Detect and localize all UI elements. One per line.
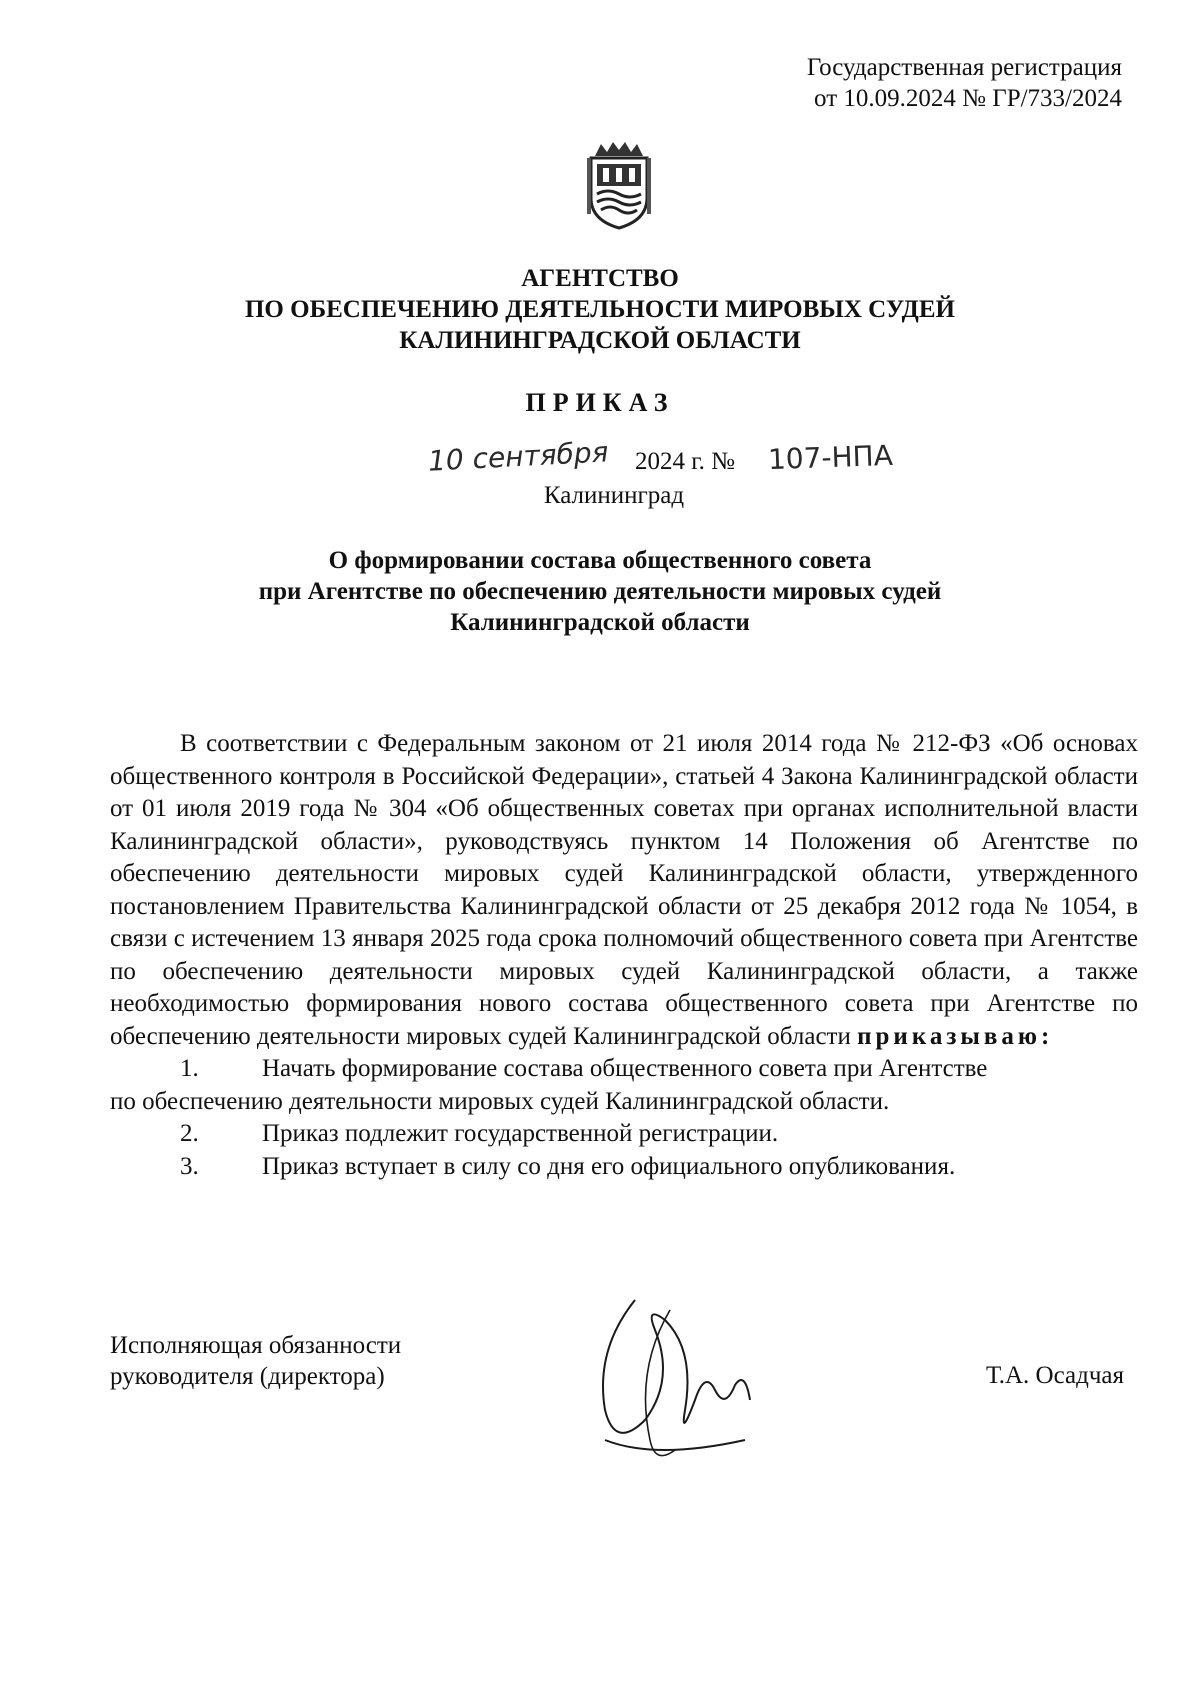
- item-text: Начать формирование состава общественного совета при Агентстве: [262, 1055, 988, 1082]
- handwritten-date: 10 сентября: [427, 435, 610, 478]
- agency-line-1: АГЕНТСТВО: [521, 265, 679, 292]
- signer-name: Т.А. Осадчая: [985, 1362, 1124, 1389]
- preamble-text: В соответствии с Федеральным законом от 21 июля 2014 года № 212-ФЗ «Об основах общественного контроля в Российской Федерации», статьей 4 Закона Калининградской области от 01 июля 2019 года № 304 «Об общественных советах при органах исполнительной власти Калининградской области», руководствуясь пунктом 14 Положения об Агентстве по обеспечению деятельности мировых судей Калининградской области, утвержденного постановлением Правительства Калининградской области от 25 декабря 2012 года № 1054, в связи с истечением 13 января 2025 года срока полномочий общественного совета при Агентстве по обеспечению деятельности мировых судей Калининградской области, а также необходимостью формирования нового состава общественного совета при Агентстве по обеспечению деятельности мировых судей Калининградской области: [110, 730, 1138, 1050]
- registration-line-2: от 10.09.2024 № ГР/733/2024: [814, 85, 1122, 112]
- item-number: 2.: [180, 1120, 199, 1147]
- registration-stamp: [602, 52, 1122, 114]
- signer-title: [110, 1330, 401, 1392]
- agency-line-2: ПО ОБЕСПЕЧЕНИЮ ДЕЯТЕЛЬНОСТИ МИРОВЫХ СУДЕЙ: [244, 296, 955, 323]
- agency-line-3: КАЛИНИНГРАДСКОЙ ОБЛАСТИ: [399, 327, 801, 354]
- order-item-3: [110, 1151, 1138, 1184]
- signer-title-line-2: руководителя (директора): [110, 1363, 385, 1390]
- item-number: 3.: [180, 1152, 199, 1180]
- order-item-2: [110, 1118, 1138, 1151]
- order-item-1: [110, 1053, 1138, 1086]
- subject-line-2: при Агентстве по обеспечению деятельности мировых судей: [258, 578, 942, 605]
- agency-header: [0, 263, 1200, 356]
- order-word: приказываю:: [857, 1022, 1054, 1050]
- handwritten-order-number: 107-НПА: [767, 438, 894, 477]
- preamble-paragraph: [110, 728, 1138, 1053]
- signer-title-line-1: Исполняющая обязанности: [110, 1332, 402, 1359]
- item-number: 1.: [180, 1055, 199, 1082]
- order-item-1-continuation: по обеспечению деятельности мировых судей Калининградской области.: [110, 1087, 890, 1115]
- item-text: Приказ подлежит государственной регистрации.: [262, 1120, 779, 1147]
- document-type-title: ПРИКАЗ: [525, 388, 675, 417]
- date-number-line: [420, 435, 940, 480]
- printed-year: 2024 г. №: [635, 448, 736, 475]
- order-subject: [0, 545, 1200, 638]
- signature-icon: [575, 1290, 775, 1490]
- coat-of-arms-icon: [581, 138, 657, 230]
- city: Калининград: [543, 482, 685, 509]
- item-text: Приказ вступает в силу со дня его официального опубликования.: [262, 1152, 956, 1180]
- subject-line-1: О формировании состава общественного совета: [328, 547, 872, 574]
- order-body: [110, 728, 1138, 1183]
- registration-line-1: Государственная регистрация: [806, 54, 1122, 81]
- subject-line-3: Калининградской области: [450, 609, 750, 636]
